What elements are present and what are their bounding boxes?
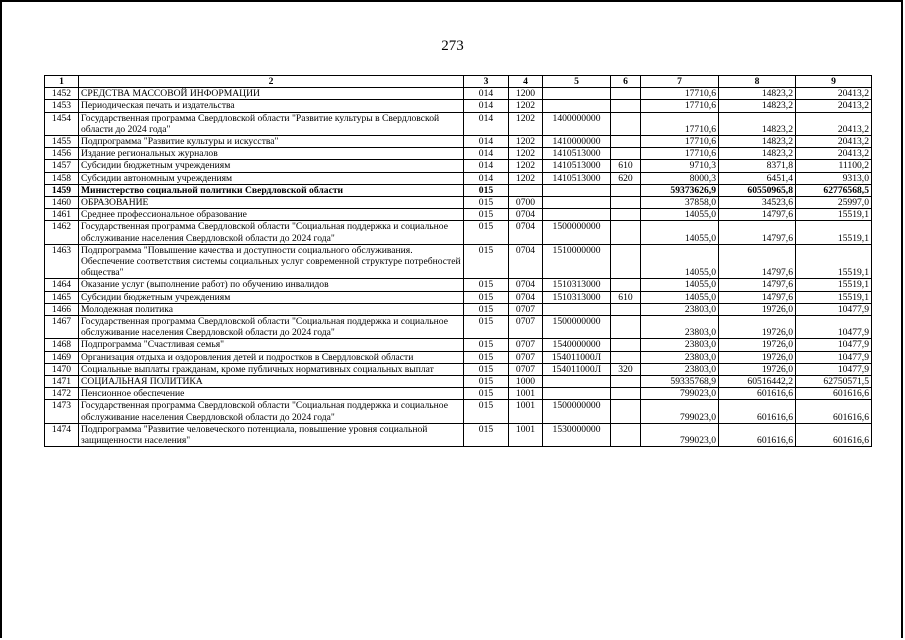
row-number-cell: 1470: [45, 363, 79, 375]
section-code-cell: 1202: [509, 136, 543, 148]
amount-year1-cell: 14055,0: [641, 221, 719, 244]
amount-year2-cell: 14823,2: [719, 112, 796, 135]
target-article-cell: 1510313000: [543, 279, 611, 291]
table-row: [45, 184, 872, 196]
column-header: 6: [611, 76, 641, 88]
expense-type-cell: [611, 388, 641, 400]
amount-year1-cell: 23803,0: [641, 303, 719, 315]
section-code-cell: 0704: [509, 209, 543, 221]
amount-year3-cell: 15519,1: [796, 244, 872, 279]
expense-type-cell: [611, 303, 641, 315]
row-number-cell: 1465: [45, 291, 79, 303]
row-name-cell: Министерство социальной политики Свердловской области: [79, 184, 464, 196]
section-code-cell: 0707: [509, 316, 543, 339]
amount-year1-cell: 17710,6: [641, 112, 719, 135]
column-header: 2: [79, 76, 464, 88]
row-number-cell: 1464: [45, 279, 79, 291]
amount-year1-cell: 17710,6: [641, 148, 719, 160]
row-name-cell: ОБРАЗОВАНИЕ: [79, 197, 464, 209]
amount-year2-cell: 19726,0: [719, 363, 796, 375]
section-code-cell: 1001: [509, 400, 543, 423]
target-article-cell: [543, 184, 611, 196]
row-number-cell: 1454: [45, 112, 79, 135]
department-code-cell: 015: [464, 279, 509, 291]
table-row: [45, 209, 872, 221]
target-article-cell: [543, 197, 611, 209]
amount-year3-cell: 15519,1: [796, 279, 872, 291]
amount-year3-cell: 10477,9: [796, 351, 872, 363]
department-code-cell: 015: [464, 351, 509, 363]
target-article-cell: 1410513000: [543, 160, 611, 172]
row-name-cell: Субсидии бюджетным учреждениям: [79, 160, 464, 172]
expense-type-cell: [611, 351, 641, 363]
row-name-cell: Подпрограмма "Развитие человеческого потенциала, повышение уровня социальной защищенности населения": [79, 423, 464, 446]
table-row: [45, 88, 872, 100]
row-name-cell: Издание региональных журналов: [79, 148, 464, 160]
table-row: [45, 316, 872, 339]
expense-type-cell: 610: [611, 160, 641, 172]
row-name-cell: Государственная программа Свердловской области "Развитие культуры в Свердловской области до 2024 года": [79, 112, 464, 135]
column-header: 3: [464, 76, 509, 88]
section-code-cell: 1202: [509, 160, 543, 172]
amount-year1-cell: 23803,0: [641, 351, 719, 363]
target-article-cell: 1510313000: [543, 291, 611, 303]
target-article-cell: 1510000000: [543, 244, 611, 279]
section-code-cell: 0704: [509, 291, 543, 303]
expense-type-cell: [611, 88, 641, 100]
amount-year3-cell: 10477,9: [796, 339, 872, 351]
table-row: [45, 363, 872, 375]
target-article-cell: [543, 209, 611, 221]
amount-year3-cell: 20413,2: [796, 88, 872, 100]
section-code-cell: 1202: [509, 148, 543, 160]
amount-year2-cell: 60550965,8: [719, 184, 796, 196]
amount-year1-cell: 799023,0: [641, 400, 719, 423]
section-code-cell: 1200: [509, 88, 543, 100]
expense-type-cell: [611, 148, 641, 160]
section-code-cell: 1000: [509, 376, 543, 388]
department-code-cell: 014: [464, 100, 509, 112]
row-name-cell: СРЕДСТВА МАССОВОЙ ИНФОРМАЦИИ: [79, 88, 464, 100]
row-number-cell: 1471: [45, 376, 79, 388]
section-code-cell: [509, 184, 543, 196]
row-number-cell: 1458: [45, 172, 79, 184]
section-code-cell: 0707: [509, 363, 543, 375]
table-header-row: [45, 76, 872, 88]
expense-type-cell: [611, 279, 641, 291]
row-number-cell: 1466: [45, 303, 79, 315]
amount-year3-cell: 15519,1: [796, 209, 872, 221]
amount-year2-cell: 601616,6: [719, 400, 796, 423]
department-code-cell: 014: [464, 136, 509, 148]
department-code-cell: 015: [464, 221, 509, 244]
amount-year1-cell: 23803,0: [641, 363, 719, 375]
section-code-cell: 0707: [509, 303, 543, 315]
row-name-cell: Подпрограмма "Счастливая семья": [79, 339, 464, 351]
table-row: [45, 279, 872, 291]
amount-year3-cell: 20413,2: [796, 112, 872, 135]
amount-year1-cell: 799023,0: [641, 388, 719, 400]
row-number-cell: 1460: [45, 197, 79, 209]
target-article-cell: 1410513000: [543, 172, 611, 184]
amount-year1-cell: 59373626,9: [641, 184, 719, 196]
target-article-cell: 1500000000: [543, 221, 611, 244]
table-row: [45, 148, 872, 160]
row-number-cell: 1457: [45, 160, 79, 172]
row-name-cell: Государственная программа Свердловской области "Социальная поддержка и социальное обслуживание населения Свердловской области до 2024 года": [79, 316, 464, 339]
amount-year2-cell: 601616,6: [719, 423, 796, 446]
expense-type-cell: [611, 197, 641, 209]
amount-year1-cell: 14055,0: [641, 291, 719, 303]
target-article-cell: [543, 303, 611, 315]
department-code-cell: 014: [464, 88, 509, 100]
section-code-cell: 1001: [509, 388, 543, 400]
amount-year1-cell: 9710,3: [641, 160, 719, 172]
amount-year3-cell: 601616,6: [796, 400, 872, 423]
amount-year1-cell: 59335768,9: [641, 376, 719, 388]
row-number-cell: 1459: [45, 184, 79, 196]
amount-year3-cell: 10477,9: [796, 303, 872, 315]
expense-type-cell: [611, 136, 641, 148]
amount-year2-cell: 14823,2: [719, 136, 796, 148]
department-code-cell: 015: [464, 209, 509, 221]
amount-year1-cell: 14055,0: [641, 244, 719, 279]
department-code-cell: 014: [464, 112, 509, 135]
target-article-cell: [543, 88, 611, 100]
department-code-cell: 015: [464, 400, 509, 423]
target-article-cell: 1410000000: [543, 136, 611, 148]
column-header: 8: [719, 76, 796, 88]
amount-year3-cell: 601616,6: [796, 388, 872, 400]
expense-type-cell: [611, 423, 641, 446]
department-code-cell: 014: [464, 160, 509, 172]
section-code-cell: 0704: [509, 221, 543, 244]
section-code-cell: 0707: [509, 339, 543, 351]
column-header: 5: [543, 76, 611, 88]
amount-year2-cell: 14797,6: [719, 279, 796, 291]
expense-type-cell: [611, 244, 641, 279]
table-row: [45, 136, 872, 148]
row-name-cell: Пенсионное обеспечение: [79, 388, 464, 400]
amount-year3-cell: 11100,2: [796, 160, 872, 172]
section-code-cell: 0704: [509, 244, 543, 279]
amount-year2-cell: 6451,4: [719, 172, 796, 184]
target-article-cell: 1540000000: [543, 339, 611, 351]
expense-type-cell: [611, 316, 641, 339]
department-code-cell: 014: [464, 148, 509, 160]
amount-year3-cell: 9313,0: [796, 172, 872, 184]
amount-year1-cell: 17710,6: [641, 136, 719, 148]
amount-year3-cell: 15519,1: [796, 221, 872, 244]
table-row: [45, 351, 872, 363]
amount-year2-cell: 14797,6: [719, 244, 796, 279]
amount-year1-cell: 14055,0: [641, 279, 719, 291]
section-code-cell: 0704: [509, 279, 543, 291]
target-article-cell: 154011000Л: [543, 351, 611, 363]
target-article-cell: [543, 100, 611, 112]
target-article-cell: 1530000000: [543, 423, 611, 446]
row-number-cell: 1463: [45, 244, 79, 279]
amount-year1-cell: 17710,6: [641, 88, 719, 100]
amount-year2-cell: 601616,6: [719, 388, 796, 400]
department-code-cell: 015: [464, 184, 509, 196]
department-code-cell: 015: [464, 291, 509, 303]
row-number-cell: 1468: [45, 339, 79, 351]
row-name-cell: Субсидии бюджетным учреждениям: [79, 291, 464, 303]
target-article-cell: [543, 376, 611, 388]
row-name-cell: Субсидии автономным учреждениям: [79, 172, 464, 184]
row-name-cell: СОЦИАЛЬНАЯ ПОЛИТИКА: [79, 376, 464, 388]
row-number-cell: 1462: [45, 221, 79, 244]
column-header: 7: [641, 76, 719, 88]
target-article-cell: 154011000Л: [543, 363, 611, 375]
amount-year2-cell: 19726,0: [719, 316, 796, 339]
amount-year3-cell: 10477,9: [796, 363, 872, 375]
department-code-cell: 015: [464, 339, 509, 351]
amount-year2-cell: 19726,0: [719, 339, 796, 351]
section-code-cell: 1202: [509, 172, 543, 184]
amount-year2-cell: 14823,2: [719, 148, 796, 160]
department-code-cell: 015: [464, 388, 509, 400]
expense-type-cell: [611, 184, 641, 196]
department-code-cell: 015: [464, 244, 509, 279]
expense-type-cell: [611, 339, 641, 351]
row-name-cell: Государственная программа Свердловской области "Социальная поддержка и социальное обслуживание населения Свердловской области до 2024 года": [79, 400, 464, 423]
expense-type-cell: [611, 376, 641, 388]
row-name-cell: Оказание услуг (выполнение работ) по обучению инвалидов: [79, 279, 464, 291]
amount-year2-cell: 60516442,2: [719, 376, 796, 388]
target-article-cell: 1500000000: [543, 316, 611, 339]
department-code-cell: 014: [464, 172, 509, 184]
amount-year2-cell: 14797,6: [719, 209, 796, 221]
amount-year3-cell: 20413,2: [796, 136, 872, 148]
table-row: [45, 376, 872, 388]
row-name-cell: Организация отдыха и оздоровления детей и подростков в Свердловской области: [79, 351, 464, 363]
expense-type-cell: 620: [611, 172, 641, 184]
row-number-cell: 1453: [45, 100, 79, 112]
column-header: 4: [509, 76, 543, 88]
table-row: [45, 100, 872, 112]
table-row: [45, 244, 872, 279]
amount-year2-cell: 14823,2: [719, 100, 796, 112]
amount-year2-cell: 14823,2: [719, 88, 796, 100]
table-row: [45, 423, 872, 446]
table-row: [45, 388, 872, 400]
expense-type-cell: [611, 400, 641, 423]
row-number-cell: 1456: [45, 148, 79, 160]
page-number: 273: [441, 38, 464, 54]
department-code-cell: 015: [464, 376, 509, 388]
amount-year2-cell: 14797,6: [719, 291, 796, 303]
row-number-cell: 1474: [45, 423, 79, 446]
department-code-cell: 015: [464, 423, 509, 446]
amount-year2-cell: 34523,6: [719, 197, 796, 209]
amount-year2-cell: 8371,8: [719, 160, 796, 172]
amount-year1-cell: 23803,0: [641, 316, 719, 339]
table-row: [45, 112, 872, 135]
target-article-cell: 1400000000: [543, 112, 611, 135]
amount-year1-cell: 8000,3: [641, 172, 719, 184]
row-number-cell: 1469: [45, 351, 79, 363]
target-article-cell: [543, 388, 611, 400]
row-number-cell: 1467: [45, 316, 79, 339]
table-row: [45, 197, 872, 209]
row-number-cell: 1473: [45, 400, 79, 423]
row-name-cell: Среднее профессиональное образование: [79, 209, 464, 221]
section-code-cell: 1001: [509, 423, 543, 446]
amount-year1-cell: 14055,0: [641, 209, 719, 221]
amount-year3-cell: 20413,2: [796, 148, 872, 160]
amount-year3-cell: 25997,0: [796, 197, 872, 209]
expense-type-cell: [611, 112, 641, 135]
table-row: [45, 160, 872, 172]
row-number-cell: 1461: [45, 209, 79, 221]
table-row: [45, 172, 872, 184]
expense-type-cell: 610: [611, 291, 641, 303]
amount-year2-cell: 14797,6: [719, 221, 796, 244]
row-name-cell: Социальные выплаты гражданам, кроме публичных нормативных социальных выплат: [79, 363, 464, 375]
table-row: [45, 303, 872, 315]
amount-year2-cell: 19726,0: [719, 351, 796, 363]
amount-year1-cell: 37858,0: [641, 197, 719, 209]
row-number-cell: 1452: [45, 88, 79, 100]
target-article-cell: 1410513000: [543, 148, 611, 160]
department-code-cell: 015: [464, 303, 509, 315]
column-header: 9: [796, 76, 872, 88]
expense-type-cell: [611, 221, 641, 244]
amount-year3-cell: 62750571,5: [796, 376, 872, 388]
budget-table: [44, 75, 872, 447]
amount-year1-cell: 23803,0: [641, 339, 719, 351]
table-row: [45, 400, 872, 423]
table-row: [45, 291, 872, 303]
expense-type-cell: 320: [611, 363, 641, 375]
section-code-cell: 1202: [509, 100, 543, 112]
expense-type-cell: [611, 209, 641, 221]
row-name-cell: Государственная программа Свердловской области "Социальная поддержка и социальное обслуживание населения Свердловской области до 2024 года": [79, 221, 464, 244]
row-name-cell: Периодическая печать и издательства: [79, 100, 464, 112]
amount-year3-cell: 62776568,5: [796, 184, 872, 196]
section-code-cell: 0707: [509, 351, 543, 363]
department-code-cell: 015: [464, 363, 509, 375]
target-article-cell: 1500000000: [543, 400, 611, 423]
table-row: [45, 339, 872, 351]
table-row: [45, 221, 872, 244]
column-header: 1: [45, 76, 79, 88]
amount-year3-cell: 15519,1: [796, 291, 872, 303]
amount-year3-cell: 20413,2: [796, 100, 872, 112]
row-number-cell: 1455: [45, 136, 79, 148]
row-name-cell: Молодежная политика: [79, 303, 464, 315]
row-name-cell: Подпрограмма "Повышение качества и доступности социального обслуживания. Обеспечение соответствия системы социальных услуг современной структуре потребностей общества": [79, 244, 464, 279]
amount-year1-cell: 17710,6: [641, 100, 719, 112]
amount-year1-cell: 799023,0: [641, 423, 719, 446]
row-number-cell: 1472: [45, 388, 79, 400]
section-code-cell: 0700: [509, 197, 543, 209]
amount-year3-cell: 601616,6: [796, 423, 872, 446]
department-code-cell: 015: [464, 316, 509, 339]
section-code-cell: 1202: [509, 112, 543, 135]
row-name-cell: Подпрограмма "Развитие культуры и искусства": [79, 136, 464, 148]
amount-year3-cell: 10477,9: [796, 316, 872, 339]
expense-type-cell: [611, 100, 641, 112]
department-code-cell: 015: [464, 197, 509, 209]
amount-year2-cell: 19726,0: [719, 303, 796, 315]
